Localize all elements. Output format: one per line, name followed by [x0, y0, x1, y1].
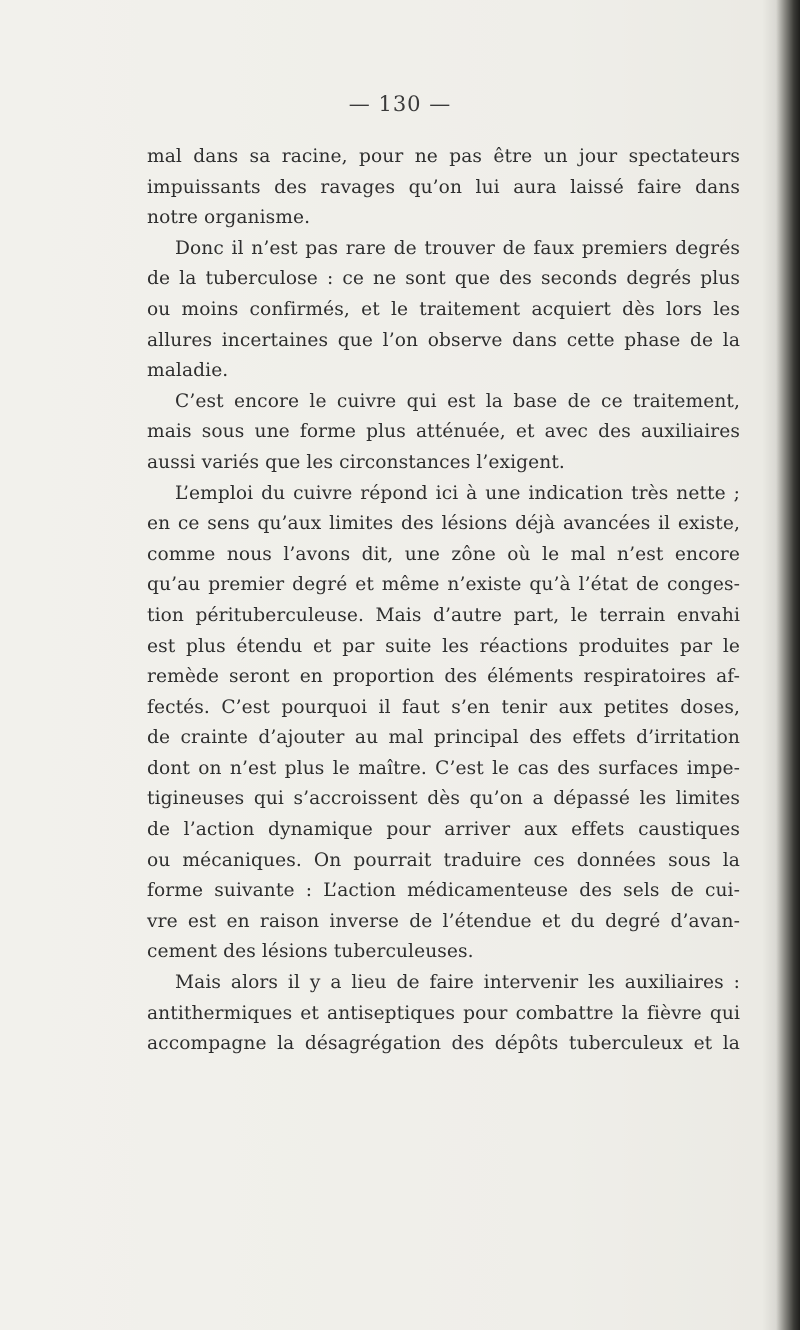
- page-edge-shadow: [762, 0, 776, 1330]
- text-line: Mais alors il y a lieu de faire intervenir les auxiliaires :: [175, 972, 740, 994]
- text-line: de la tuberculose : ce ne sont que des seconds degrés plus: [147, 268, 740, 290]
- text-line: de crainte d’ajouter au mal principal des effets d’irritation: [147, 727, 740, 749]
- page-number-header: — 130 —: [348, 92, 452, 116]
- text-line: notre organisme.: [147, 207, 311, 229]
- text-line: est plus étendu et par suite les réactions produites par le: [147, 635, 740, 657]
- text-line: comme nous l’avons dit, une zône où le mal n’est encore: [147, 543, 740, 565]
- text-line: impuissants des ravages qu’on lui aura laissé faire dans: [147, 176, 740, 198]
- text-line: L’emploi du cuivre répond ici à une indication très nette ;: [175, 482, 740, 504]
- text-line: de l’action dynamique pour arriver aux effets caustiques: [147, 819, 740, 841]
- text-line: aussi variés que les circonstances l’exigent.: [147, 451, 565, 473]
- text-line: Donc il n’est pas rare de trouver de faux premiers degrés: [175, 237, 740, 259]
- text-line: tion pérituberculeuse. Mais d’autre part, le terrain envahi: [147, 604, 740, 626]
- text-line: ou moins confirmés, et le traitement acquiert dès lors les: [147, 298, 740, 320]
- text-line: dont on n’est plus le maître. C’est le cas des surfaces impe-: [147, 757, 740, 779]
- text-line: allures incertaines que l’on observe dans cette phase de la: [147, 329, 740, 351]
- text-line: fectés. C’est pourquoi il faut s’en tenir aux petites doses,: [147, 696, 740, 718]
- text-line: forme suivante : L’action médicamenteuse des sels de cui-: [147, 880, 740, 902]
- text-line: C’est encore le cuivre qui est la base de ce traitement,: [175, 390, 740, 412]
- text-line: remède seront en proportion des éléments respiratoires af-: [147, 666, 740, 688]
- body-text: [147, 142, 740, 1060]
- text-line: maladie.: [147, 360, 229, 382]
- text-line: accompagne la désagrégation des dépôts tuberculeux et la: [147, 1033, 740, 1055]
- text-line: antithermiques et antiseptiques pour combattre la fièvre qui: [147, 1002, 740, 1024]
- text-line: cement des lésions tuberculeuses.: [147, 941, 474, 963]
- text-line: vre est en raison inverse de l’étendue et du degré d’avan-: [147, 910, 740, 932]
- text-line: ou mécaniques. On pourrait traduire ces données sous la: [147, 849, 740, 871]
- text-line: en ce sens qu’aux limites des lésions déjà avancées il existe,: [147, 513, 740, 535]
- text-line: mal dans sa racine, pour ne pas être un jour spectateurs: [147, 146, 740, 167]
- text-line: qu’au premier degré et même n’existe qu’à l’état de conges-: [147, 574, 740, 596]
- text-line: mais sous une forme plus atténuée, et avec des auxiliaires: [147, 421, 740, 443]
- text-line: tigineuses qui s’accroissent dès qu’on a dépassé les limites: [147, 788, 740, 810]
- page-edge: [776, 0, 800, 1330]
